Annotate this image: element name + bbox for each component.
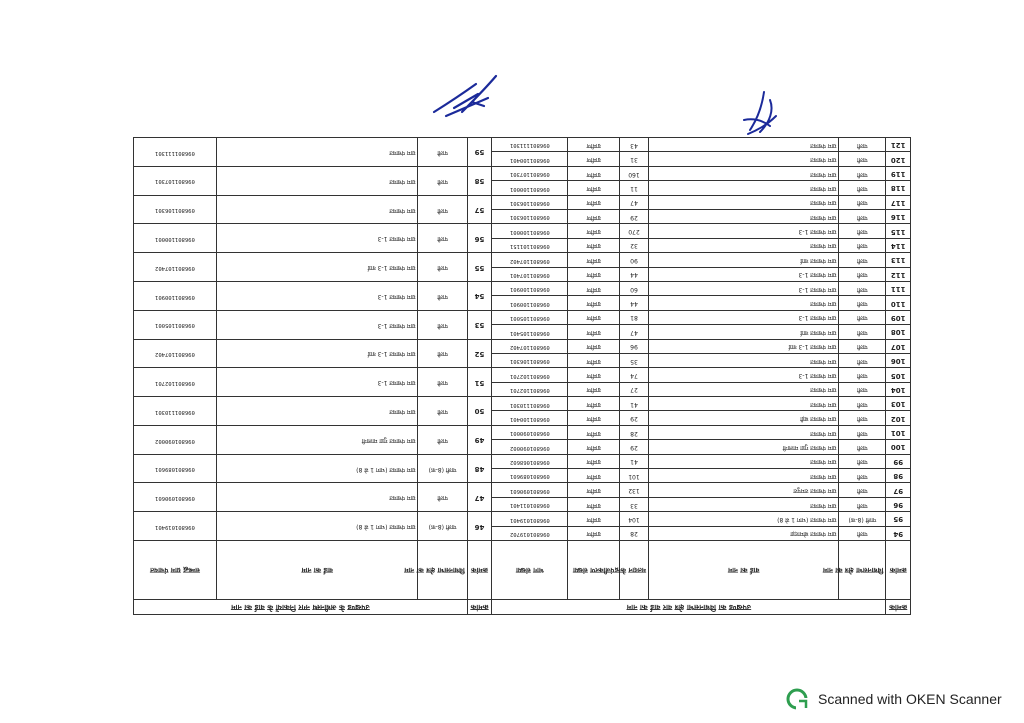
cell-polling-station: 101 [619, 469, 648, 483]
cell-polling-station: 74 [619, 368, 648, 382]
cell-code: 096801105401 [492, 325, 568, 339]
col-header: विधानसभा क्षेत्र का नाम [839, 541, 886, 600]
cell-assembly: पाली [839, 411, 886, 425]
cell-ward-name: ग्राम पंचायत [216, 138, 418, 167]
cell-serial: 48 [467, 454, 492, 483]
cell-serial: 95 [886, 512, 911, 526]
cell-assembly: पाली [839, 166, 886, 180]
cell-assembly: पाली [839, 253, 886, 267]
cell-ward-name: ग्राम पंचायत [649, 166, 839, 180]
cell-ward-name: ग्राम पंचायत बड़ी [649, 411, 839, 425]
cell-ward-name: ग्राम पंचायत बोमादड़ा [649, 526, 839, 540]
table-row [134, 497, 911, 511]
cell-ward-name: ग्राम पंचायत [649, 454, 839, 468]
cell-assembly: पाली [839, 382, 886, 396]
cell-assembly: पाली [839, 497, 886, 511]
cell-polling-station: 28 [619, 425, 648, 439]
cell-ward-name: ग्राम पंचायत [649, 181, 839, 195]
table-row [134, 210, 911, 224]
col-header: वार्ड का नाम [649, 541, 839, 600]
cell-code: 096801089601 [134, 454, 217, 483]
cell-ward-name: ग्राम पंचायत (भाग 1 से 8) [216, 512, 418, 541]
cell-code: 096801090601 [492, 483, 568, 497]
cell-assembly: पाली [418, 166, 467, 195]
cell-code: 096801090601 [134, 483, 217, 512]
cell-type: ग्रामीण [568, 166, 619, 180]
cell-serial: 104 [886, 382, 911, 396]
table-row [134, 469, 911, 483]
cell-ward-name: ग्राम पंचायत [649, 238, 839, 252]
cell-type: ग्रामीण [568, 210, 619, 224]
cell-assembly: पाली [418, 339, 467, 368]
table-row [134, 353, 911, 367]
cell-serial: 119 [886, 166, 911, 180]
cell-ward-name: ग्राम पंचायत 1-3 [649, 267, 839, 281]
cell-code: 096801068602 [492, 454, 568, 468]
cell-code: 096801106301 [134, 195, 217, 224]
cell-code: 096801100001 [492, 224, 568, 238]
signature-mark-1 [432, 72, 502, 118]
col-header: सम्बद्ध ग्राम पंचायत [134, 541, 217, 600]
cell-ward-name: ग्राम पंचायत [649, 497, 839, 511]
cell-serial: 47 [467, 483, 492, 512]
cell-serial: 112 [886, 267, 911, 281]
cell-code: 096801107402 [134, 339, 217, 368]
cell-serial: 100 [886, 440, 911, 454]
cell-serial: 121 [886, 138, 911, 152]
cell-code: 096801107401 [492, 267, 568, 281]
cell-assembly: पाली [839, 339, 886, 353]
cell-code: 096801102701 [492, 368, 568, 382]
cell-assembly: पाली [418, 310, 467, 339]
col-header: मतदान केन्द्र [619, 541, 648, 600]
cell-ward-name: ग्राम पंचायत [649, 210, 839, 224]
cell-assembly: पाली [839, 368, 886, 382]
table-row [134, 411, 911, 425]
cell-assembly: पाली [839, 397, 886, 411]
scanner-footer [786, 688, 1002, 710]
cell-serial: 108 [886, 325, 911, 339]
cell-assembly: पाली [418, 483, 467, 512]
cell-serial: 101 [886, 425, 911, 439]
cell-type: ग्रामीण [568, 425, 619, 439]
cell-polling-station: 160 [619, 166, 648, 180]
cell-polling-station: 90 [619, 253, 648, 267]
cell-type: ग्रामीण [568, 325, 619, 339]
table-row [134, 526, 911, 540]
serial-label-left: क्रमांक [886, 600, 911, 615]
cell-type: ग्रामीण [568, 181, 619, 195]
cell-code: 096801090001 [492, 425, 568, 439]
cell-code: 096801110301 [492, 397, 568, 411]
cell-serial: 120 [886, 152, 911, 166]
cell-assembly: पाली [839, 325, 886, 339]
cell-serial: 115 [886, 224, 911, 238]
signature-mark-2 [740, 90, 790, 140]
cell-type: ग्रामीण [568, 397, 619, 411]
cell-code: 096801100401 [492, 411, 568, 425]
cell-ward-name: ग्राम पंचायत वार्ड [649, 325, 839, 339]
cell-polling-station: 35 [619, 353, 648, 367]
cell-polling-station: 43 [619, 138, 648, 152]
cell-code: 096801107402 [492, 339, 568, 353]
cell-code: 096801106301 [492, 353, 568, 367]
cell-assembly: पाली [418, 195, 467, 224]
cell-serial: 106 [886, 353, 911, 367]
cell-ward-name: ग्राम पंचायत रामपुरा [649, 483, 839, 497]
cell-type: ग्रामीण [568, 281, 619, 295]
cell-ward-name: ग्राम पंचायत [649, 397, 839, 411]
cell-serial: 52 [467, 339, 492, 368]
cell-assembly: पाली [839, 296, 886, 310]
cell-ward-name: ग्राम पंचायत [216, 195, 418, 224]
cell-polling-station: 41 [619, 397, 648, 411]
cell-code: 096801107402 [134, 253, 217, 282]
cell-code: 096801106301 [492, 195, 568, 209]
cell-serial: 110 [886, 296, 911, 310]
table-row [134, 296, 911, 310]
cell-polling-station: 32 [619, 238, 648, 252]
cell-assembly: पाली [839, 138, 886, 152]
cell-ward-name: ग्राम पंचायत 1-3 [649, 368, 839, 382]
cell-ward-name: ग्राम पंचायत गुडा मालानी [216, 425, 418, 454]
cell-assembly: पाली [418, 224, 467, 253]
cell-code: 096801100401 [492, 152, 568, 166]
cell-ward-name: ग्राम पंचायत [649, 138, 839, 152]
cell-ward-name: ग्राम पंचायत वार्ड [649, 253, 839, 267]
cell-code: 096801090002 [134, 425, 217, 454]
cell-type: ग्रामीण [568, 483, 619, 497]
cell-assembly: पाली [839, 425, 886, 439]
cell-type: ग्रामीण [568, 526, 619, 540]
cell-type: ग्रामीण [568, 440, 619, 454]
cell-serial: 118 [886, 181, 911, 195]
cell-type: ग्रामीण [568, 152, 619, 166]
cell-type: ग्रामीण [568, 469, 619, 483]
col-header: पंजीकरण संख्या [568, 541, 619, 600]
cell-code: 096801102701 [492, 382, 568, 396]
cell-code: 096801105001 [134, 310, 217, 339]
cell-ward-name: ग्राम पंचायत (भाग 1 से 8) [216, 454, 418, 483]
ward-table [133, 137, 911, 615]
cell-code: 096801100901 [492, 281, 568, 295]
cell-polling-station: 81 [619, 310, 648, 324]
cell-serial: 117 [886, 195, 911, 209]
cell-type: ग्रामीण [568, 497, 619, 511]
cell-polling-station: 47 [619, 325, 648, 339]
cell-code: 096801102701 [134, 368, 217, 397]
cell-type: ग्रामीण [568, 411, 619, 425]
cell-serial: 50 [467, 397, 492, 426]
cell-serial: 55 [467, 253, 492, 282]
cell-serial: 116 [886, 210, 911, 224]
cell-serial: 98 [886, 469, 911, 483]
cell-type: ग्रामीण [568, 195, 619, 209]
cell-ward-name: ग्राम पंचायत 1-3 वार्ड [216, 339, 418, 368]
cell-serial: 49 [467, 425, 492, 454]
header-left-title: उपखण्ड का विधानसभा क्षेत्र वार वार्ड का नाम [492, 600, 886, 615]
cell-ward-name: ग्राम पंचायत 1-3 [649, 310, 839, 324]
cell-polling-station: 28 [619, 526, 648, 540]
serial-label-right: क्रमांक [467, 600, 492, 615]
col-header: भाग संख्या [492, 541, 568, 600]
cell-polling-station: 11 [619, 181, 648, 195]
cell-assembly: पाली [839, 181, 886, 195]
cell-assembly: पाली [839, 454, 886, 468]
table-row [134, 181, 911, 195]
cell-serial: 97 [886, 483, 911, 497]
cell-code: 096801107402 [492, 253, 568, 267]
cell-ward-name: ग्राम पंचायत 1-3 [216, 368, 418, 397]
cell-code: 096801107301 [134, 166, 217, 195]
cell-polling-station: 29 [619, 210, 648, 224]
cell-serial: 57 [467, 195, 492, 224]
cell-code: 096801100001 [492, 181, 568, 195]
cell-ward-name: ग्राम पंचायत 1-3 [649, 281, 839, 295]
cell-serial: 59 [467, 138, 492, 167]
cell-ward-name: ग्राम पंचायत 1-3 वार्ड [216, 253, 418, 282]
cell-assembly: पाली [839, 210, 886, 224]
cell-type: ग्रामीण [568, 138, 619, 152]
cell-ward-name: ग्राम पंचायत [649, 195, 839, 209]
cell-ward-name: ग्राम पंचायत [649, 152, 839, 166]
cell-assembly: पाली [839, 152, 886, 166]
cell-polling-station: 60 [619, 281, 648, 295]
col-header: क्रमांक [886, 541, 911, 600]
cell-assembly: पाली [839, 281, 886, 295]
cell-serial: 107 [886, 339, 911, 353]
cell-polling-station: 29 [619, 411, 648, 425]
cell-assembly: पाली [839, 440, 886, 454]
cell-ward-name: ग्राम पंचायत [649, 425, 839, 439]
scanner-watermark-text: Scanned with OKEN Scanner [818, 691, 1002, 707]
cell-serial: 54 [467, 281, 492, 310]
cell-ward-name: ग्राम पंचायत 1-3 [216, 310, 418, 339]
cell-polling-station: 104 [619, 512, 648, 526]
col-header: क्रमांक [467, 541, 492, 600]
col-header: विधानसभा क्षेत्र का नाम [418, 541, 467, 600]
cell-serial: 114 [886, 238, 911, 252]
cell-type: ग्रामीण [568, 253, 619, 267]
cell-ward-name: ग्राम पंचायत [216, 397, 418, 426]
cell-type: ग्रामीण [568, 454, 619, 468]
cell-serial: 53 [467, 310, 492, 339]
cell-ward-name: ग्राम पंचायत [216, 483, 418, 512]
cell-serial: 111 [886, 281, 911, 295]
cell-serial: 103 [886, 397, 911, 411]
cell-serial: 109 [886, 310, 911, 324]
cell-type: ग्रामीण [568, 224, 619, 238]
header-right-title: उपखण्ड के अधीनस्थ नगर निकायों के वार्ड का नाम [134, 600, 468, 615]
cell-assembly: पाली (8-क) [839, 512, 886, 526]
cell-type: ग्रामीण [568, 310, 619, 324]
cell-polling-station: 44 [619, 296, 648, 310]
cell-assembly: पाली (8-क) [418, 512, 467, 541]
cell-serial: 102 [886, 411, 911, 425]
cell-serial: 56 [467, 224, 492, 253]
cell-assembly: पाली [839, 267, 886, 281]
table-row [134, 440, 911, 454]
cell-assembly: पाली [418, 397, 467, 426]
table-row [134, 152, 911, 166]
cell-code: 096801100901 [134, 281, 217, 310]
cell-assembly: पाली [418, 425, 467, 454]
cell-code: 096801090002 [492, 440, 568, 454]
cell-type: ग्रामीण [568, 382, 619, 396]
cell-ward-name: ग्राम पंचायत (भाग 1 से 8) [649, 512, 839, 526]
cell-code: 096801107301 [492, 166, 568, 180]
cell-ward-name: ग्राम पंचायत 1-3 वार्ड [649, 339, 839, 353]
table-row [134, 325, 911, 339]
cell-ward-name: ग्राम पंचायत 1-3 [216, 224, 418, 253]
cell-assembly: पाली [839, 353, 886, 367]
cell-assembly: पाली [839, 195, 886, 209]
cell-type: ग्रामीण [568, 339, 619, 353]
cell-assembly: पाली [839, 238, 886, 252]
cell-type: ग्रामीण [568, 296, 619, 310]
oken-scanner-logo-icon [786, 688, 808, 710]
table-row [134, 238, 911, 252]
cell-type: ग्रामीण [568, 368, 619, 382]
cell-ward-name: ग्राम पंचायत 1-3 [216, 281, 418, 310]
col-header: वार्ड का नाम [216, 541, 418, 600]
cell-polling-station: 31 [619, 152, 648, 166]
cell-assembly: पाली [839, 469, 886, 483]
cell-code: 096801019401 [134, 512, 217, 541]
cell-code: 096801111301 [492, 138, 568, 152]
cell-type: ग्रामीण [568, 512, 619, 526]
cell-ward-name: ग्राम पंचायत [649, 382, 839, 396]
cell-serial: 105 [886, 368, 911, 382]
cell-ward-name: ग्राम पंचायत [649, 469, 839, 483]
cell-polling-station: 96 [619, 339, 648, 353]
cell-code: 096801100901 [492, 296, 568, 310]
cell-assembly: पाली [839, 224, 886, 238]
cell-ward-name: ग्राम पंचायत [216, 166, 418, 195]
cell-assembly: पाली [418, 368, 467, 397]
cell-serial: 46 [467, 512, 492, 541]
cell-code: 096801011401 [492, 497, 568, 511]
cell-polling-station: 270 [619, 224, 648, 238]
table-row [134, 267, 911, 281]
cell-serial: 58 [467, 166, 492, 195]
cell-code: 096801089601 [492, 469, 568, 483]
cell-ward-name: ग्राम पंचायत [649, 353, 839, 367]
cell-assembly: पाली [839, 483, 886, 497]
cell-code: 096801100001 [134, 224, 217, 253]
cell-ward-name: ग्राम पंचायत 1-3 [649, 224, 839, 238]
cell-serial: 96 [886, 497, 911, 511]
cell-ward-name: ग्राम पंचायत गुडा मालानी [649, 440, 839, 454]
cell-assembly: पाली (8-क) [418, 454, 467, 483]
cell-assembly: पाली [839, 526, 886, 540]
cell-polling-station: 47 [619, 195, 648, 209]
cell-assembly: पाली [418, 253, 467, 282]
cell-assembly: पाली [839, 310, 886, 324]
cell-polling-station: 132 [619, 483, 648, 497]
cell-code: 096801019702 [492, 526, 568, 540]
table-body [134, 138, 911, 541]
cell-serial: 99 [886, 454, 911, 468]
cell-code: 096801110301 [134, 397, 217, 426]
cell-ward-name: ग्राम पंचायत [649, 296, 839, 310]
cell-code: 096801111301 [134, 138, 217, 167]
cell-serial: 51 [467, 368, 492, 397]
cell-code: 096801101151 [492, 238, 568, 252]
cell-serial: 113 [886, 253, 911, 267]
cell-code: 096801105001 [492, 310, 568, 324]
cell-polling-station: 29 [619, 440, 648, 454]
cell-type: ग्रामीण [568, 238, 619, 252]
cell-polling-station: 41 [619, 454, 648, 468]
cell-polling-station: 44 [619, 267, 648, 281]
cell-serial: 94 [886, 526, 911, 540]
table-row [134, 382, 911, 396]
cell-code: 096801106301 [492, 210, 568, 224]
cell-assembly: पाली [418, 138, 467, 167]
cell-code: 096801019401 [492, 512, 568, 526]
cell-assembly: पाली [418, 281, 467, 310]
cell-polling-station: 33 [619, 497, 648, 511]
cell-type: ग्रामीण [568, 353, 619, 367]
cell-type: ग्रामीण [568, 267, 619, 281]
cell-polling-station: 27 [619, 382, 648, 396]
